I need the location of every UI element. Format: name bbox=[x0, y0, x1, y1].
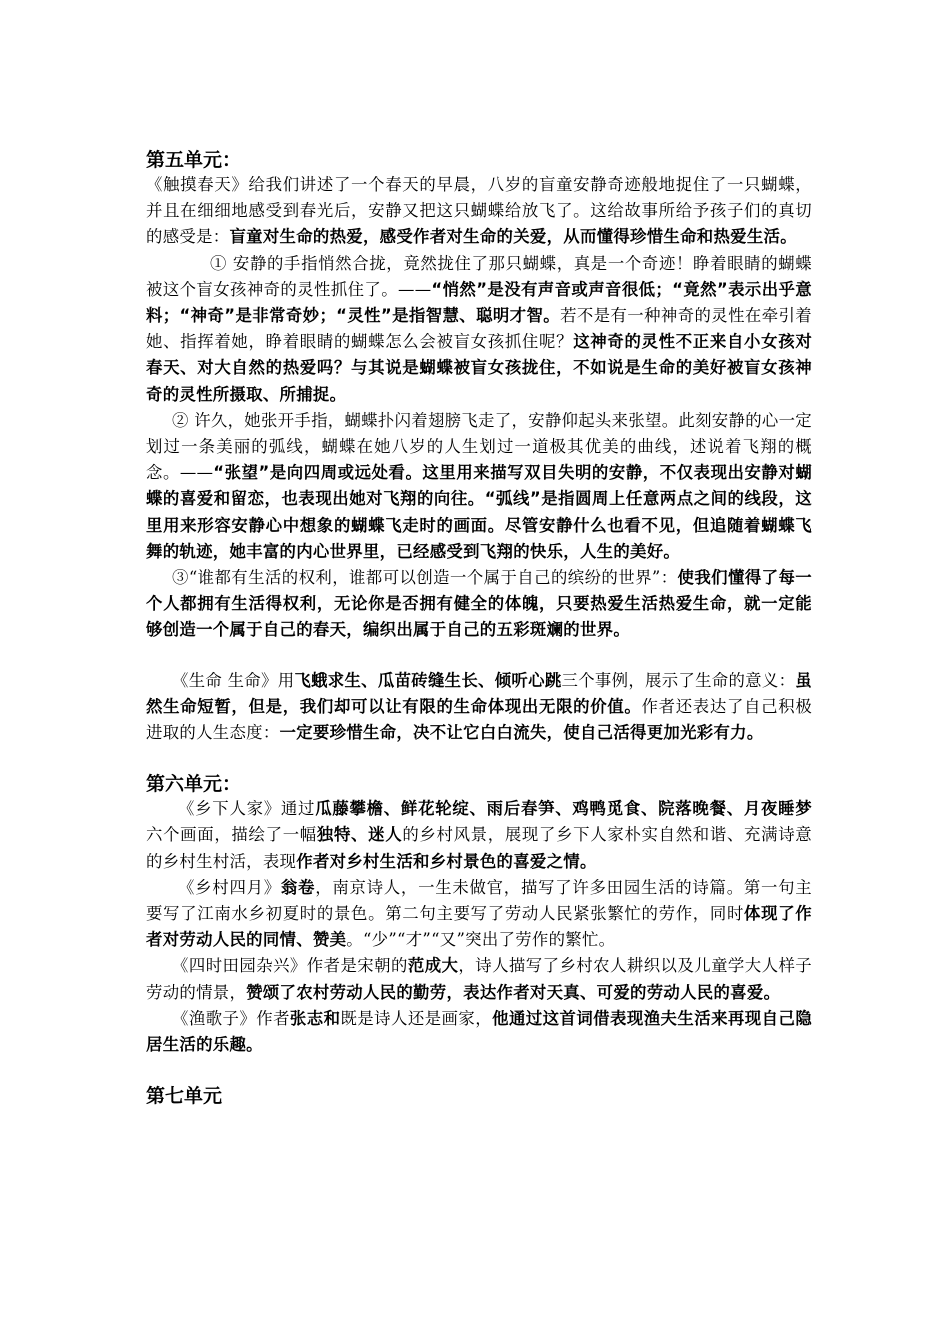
bold-text-run: 张志和 bbox=[289, 1008, 341, 1028]
text-run: 。“少”“才”“又”突出了劳作的繁忙。 bbox=[346, 930, 616, 950]
bold-text-run: 虽然生命短暂，但是，我们却可以让有限的生命体现出无限的价值。 bbox=[146, 670, 812, 716]
unit6-heading: 第六单元： bbox=[146, 773, 242, 796]
unit5-intro-paragraph bbox=[146, 172, 812, 251]
text-run: ，南京诗人，一生未做官，描写了许多田园生活的诗篇。第一句主要写了江南水乡初夏时的景色。第二句主要写了劳动人民紧张繁忙的劳作，同时 bbox=[146, 877, 812, 924]
text-run: 《乡村四月》 bbox=[178, 877, 281, 897]
text-run: 的乡村风景，展现了乡下人家朴实自然和谐、充满诗意的乡村生村活，表现 bbox=[146, 825, 813, 871]
unit6-paragraph-1 bbox=[146, 796, 812, 875]
text-run: 《四时田园杂兴》作者是宋朝的 bbox=[172, 956, 408, 976]
bold-text-run: 独特、迷人 bbox=[316, 825, 403, 845]
text-run: 既是诗人还是画家， bbox=[340, 1008, 493, 1028]
bold-text-run: 赞颂了农村劳动人民的勤劳，表达作者对天真、可爱的劳动人民的喜爱。 bbox=[246, 982, 781, 1002]
text-run: 作者还表达了自己积极进取的人生态度： bbox=[146, 696, 813, 743]
unit6-paragraph-3 bbox=[146, 953, 812, 1005]
text-run: 《触摸春天》给我们讲述了一个春天的早晨，八岁的盲童安静奇迹般地捉住了一只蝴蝶，并且在细细地感受到春光后，安静又把这只蝴蝶给放飞了。这给故事所给予孩子们的真切的感受是： bbox=[146, 175, 812, 247]
bold-text-run: 盲童对生命的热爱，感受作者对生命的关爱，从而懂得珍惜生命和热爱生活。 bbox=[229, 227, 797, 247]
bold-text-run: 瓜藤攀檐、鲜花轮绽、雨后春笋、鸡鸭觅食、院落晚餐、月夜睡梦 bbox=[315, 799, 812, 819]
text-run: 《渔歌子》作者 bbox=[172, 1008, 290, 1028]
bold-text-run: “张望”是向四周或远处看。这里用来描写双目失明的安静，不仅表现出安静对蝴蝶的喜爱和留恋，也表现出她对飞翔的向往。“弧线”是指圆周上任意两点之间的线段，这里用来形容安静心中想象的蝴蝶飞走时的画面。尽管安静什么也看不见，但追随着蝴蝶飞舞的轨迹，她丰富的内心世界里，已经感受到飞翔的快乐，人生的美好。 bbox=[146, 463, 813, 561]
document-page bbox=[146, 148, 812, 1108]
text-run: ，诗人描写了乡村农人耕织以及儿童学大人样子劳动的情景， bbox=[146, 956, 812, 1002]
bold-text-run: 翁卷 bbox=[280, 877, 316, 897]
unit6-paragraph-4 bbox=[146, 1006, 812, 1058]
unit5-paragraph-2 bbox=[146, 408, 812, 565]
text-run: 若不是有一种神奇的灵性在牵引着她、指挥着她，睁着眼睛的蝴蝶怎么会被盲女孩抓住呢？ bbox=[146, 306, 812, 352]
text-run: 六个画面，描绘了一幅 bbox=[146, 825, 317, 845]
unit5-heading: 第五单元： bbox=[146, 149, 242, 171]
bold-text-run: 范成大 bbox=[407, 956, 459, 976]
unit5-paragraph-4 bbox=[146, 668, 812, 747]
text-run: 三个事例，展示了生命的意义： bbox=[561, 670, 796, 690]
bold-text-run: 作者对乡村生活和乡村景色的喜爱之情。 bbox=[296, 851, 597, 871]
text-run: ③“谁都有生活的权利，谁都可以创造一个属于自己的缤纷的世界”： bbox=[172, 568, 678, 588]
bold-text-run: 使我们懂得了每一个人都拥有生活得权利，无论你是否拥有健全的体魄，只要热爱生活热爱生命，就一定能够创造一个属于自己的春天，编织出属于自己的五彩斑斓的世界。 bbox=[146, 568, 812, 640]
unit6-paragraph-2 bbox=[146, 875, 812, 954]
unit5-paragraph-1 bbox=[146, 251, 812, 408]
bold-text-run: “悄然”是没有声音或声音很低；“竟然”表示出乎意料；“神奇”是非常奇妙；“灵性”是指智慧、聪明才智。 bbox=[146, 279, 812, 326]
bold-text-run: 一定要珍惜生命，决不让它白白流失，使自己活得更加光彩有力。 bbox=[279, 723, 764, 743]
unit5-paragraph-3 bbox=[146, 565, 812, 644]
bold-text-run: 这神奇的灵性不正来自小女孩对春天、对大自然的热爱吗？与其说是蝴蝶被盲女孩拢住，不如说是生命的美好被盲女孩神奇的灵性所摄取、所捕捉。 bbox=[146, 332, 813, 404]
bold-text-run: 他通过这首词借表现渔夫生活来再现自己隐居生活的乐趣。 bbox=[146, 1008, 813, 1055]
text-run: ① 安静的手指悄然合拢，竟然拢住了那只蝴蝶，真是一个奇迹！睁着眼睛的蝴蝶被这个盲女孩神奇的灵性抓住了。—— bbox=[146, 253, 812, 299]
text-run: ② 许久，她张开手指，蝴蝶扑闪着翅膀飞走了，安静仰起头来张望。此刻安静的心一定划过一条美丽的弧线，蝴蝶在她八岁的人生划过一道极其优美的曲线，述说着飞翔的概念。—— bbox=[146, 410, 812, 483]
text-run: 《生命 生命》用 bbox=[172, 670, 295, 690]
bold-text-run: 飞蛾求生、瓜苗砖缝生长、倾听心跳 bbox=[294, 670, 562, 690]
text-run: 《乡下人家》通过 bbox=[178, 799, 316, 819]
bold-text-run: 体现了作者对劳动人民的同情、赞美 bbox=[146, 904, 812, 950]
unit7-heading: 第七单元 bbox=[146, 1085, 223, 1108]
